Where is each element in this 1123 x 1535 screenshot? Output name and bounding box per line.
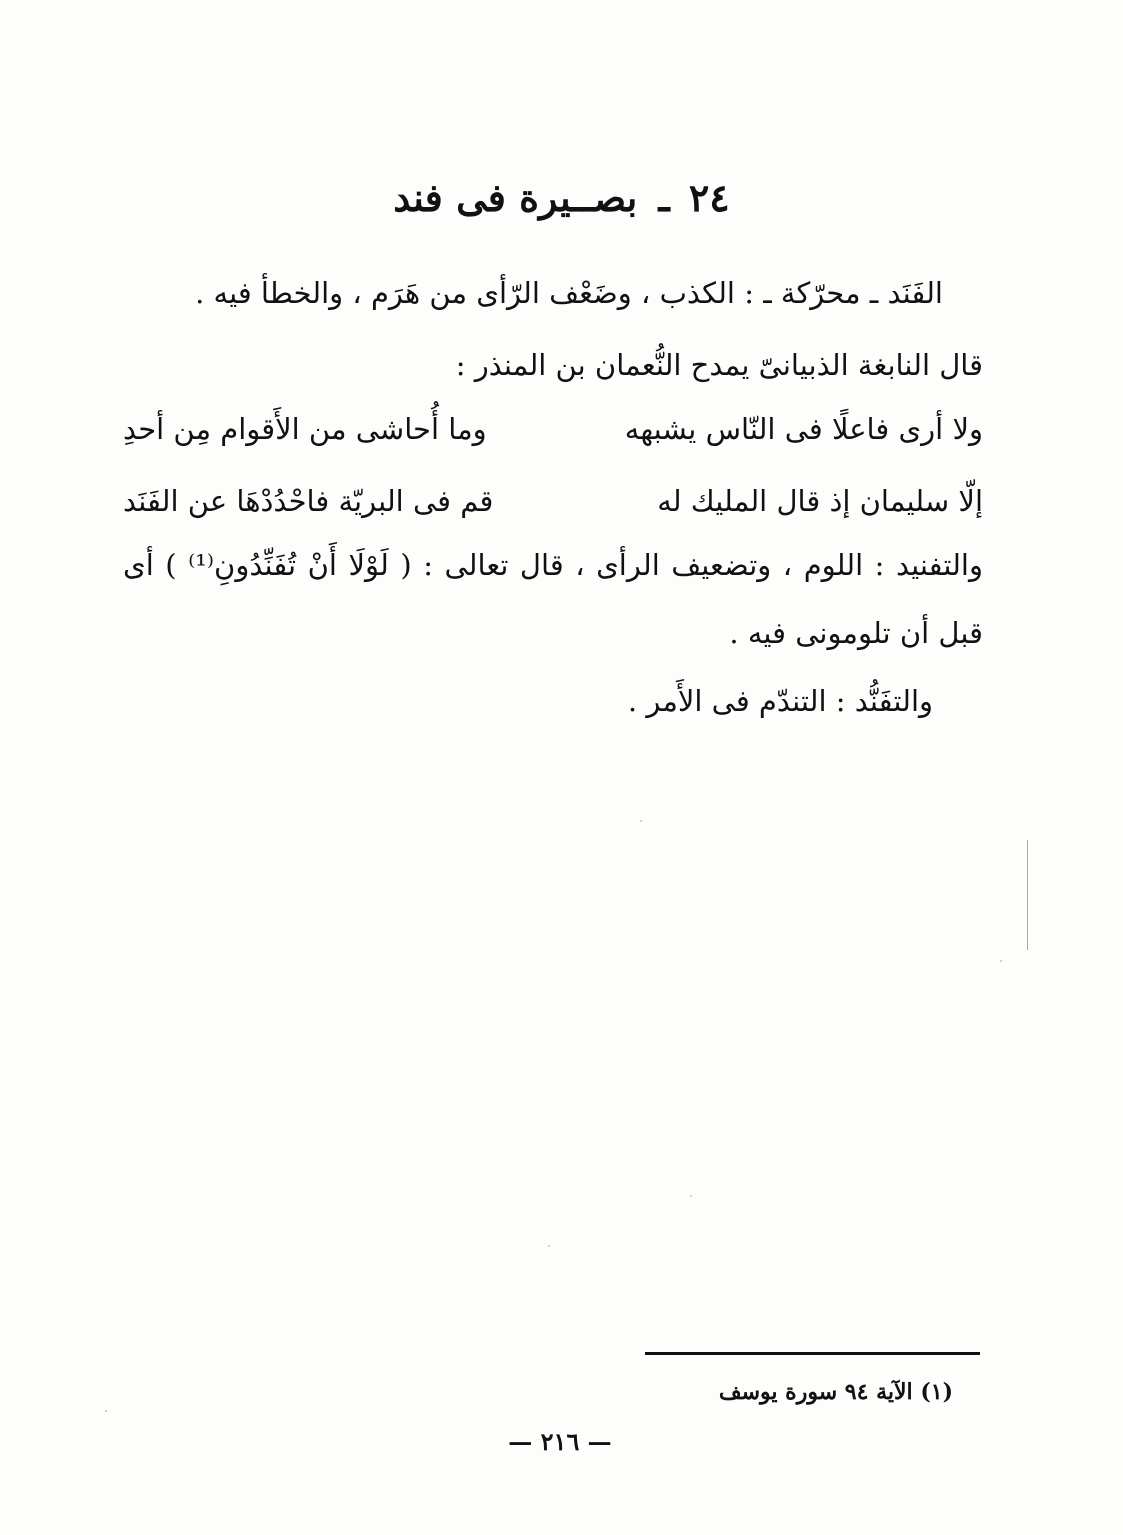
paragraph-tafannud: والتفَنُّد : التندّم فى الأَمر . bbox=[627, 684, 933, 718]
scan-speck bbox=[690, 1195, 692, 1197]
scan-speck bbox=[1000, 960, 1002, 962]
paragraph-definition: الفَنَد ـ محرّكة ـ : الكذب ، وضَعْف الرّأى من هَرَم ، والخطأ فيه . bbox=[195, 276, 943, 310]
section-heading bbox=[150, 168, 973, 228]
scan-speck bbox=[548, 1245, 550, 1247]
paragraph-tafnid-continued: قبل أن تلومونى فيه . bbox=[729, 616, 983, 650]
verse-1-first-hemistich: ولا أرى فاعلًا فى النّاس يشبهه bbox=[624, 412, 983, 446]
paragraph-quote-intro: قال النابغة الذبيانىّ يمدح النُّعمان بن المنذر : bbox=[455, 348, 983, 382]
scan-speck bbox=[105, 1410, 107, 1412]
verse-2-second-hemistich: قم فى البريّة فاحْدُدْهَا عن الفَنَد bbox=[123, 484, 494, 518]
scan-edge-mark bbox=[1027, 840, 1028, 950]
footnote-divider bbox=[645, 1352, 980, 1355]
page-number: — ٢١٦ — bbox=[508, 1427, 612, 1456]
footnote: (١) الآية ٩٤ سورة يوسف bbox=[718, 1379, 953, 1405]
heading-number: ٢٤ bbox=[688, 175, 730, 220]
heading-dash: ـ bbox=[658, 175, 670, 220]
verse-1-second-hemistich: وما أُحاشى من الأَقوام مِن أحدِ bbox=[123, 412, 487, 446]
heading-title: بصــيرة فى فند bbox=[393, 175, 638, 220]
paragraph-tafnid: والتفنيد : اللوم ، وتضعيف الرأى ، قال تعالى : ( لَوْلَا أَنْ تُفَنِّدُونِ⁽¹⁾ ) أى bbox=[123, 548, 983, 582]
scan-speck bbox=[640, 820, 642, 822]
verse-2-first-hemistich: إلّا سليمان إذ قال المليك له bbox=[657, 484, 983, 518]
